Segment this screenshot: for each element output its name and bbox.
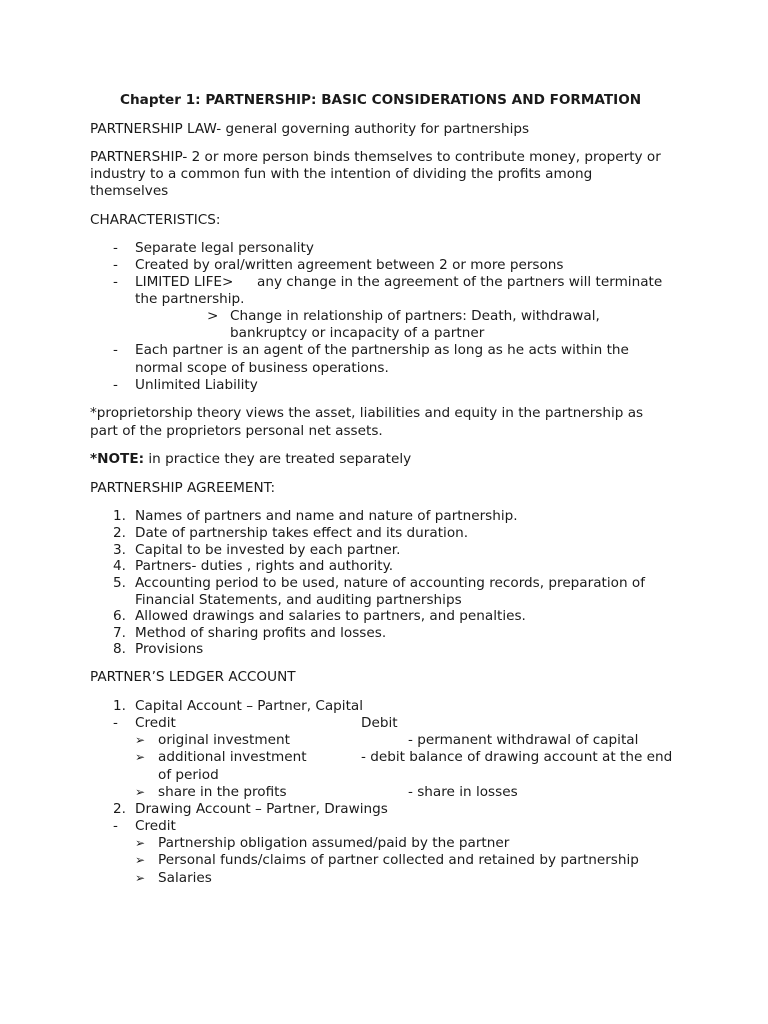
arrow-bullet-icon: ➢ xyxy=(135,785,146,799)
credit-item: original investment xyxy=(158,732,290,748)
partnership-def-line-1: PARTNERSHIP- 2 or more person binds themselves to contribute money, property or xyxy=(90,149,661,165)
bullet-dash: - xyxy=(113,274,118,290)
greater-than-icon: > xyxy=(207,308,219,324)
list-number: 1. xyxy=(113,698,126,714)
characteristics-heading: CHARACTERISTICS: xyxy=(90,212,221,228)
chapter-title: Chapter 1: PARTNERSHIP: BASIC CONSIDERATIONS AND FORMATION xyxy=(120,92,642,108)
credit-item: share in the profits xyxy=(158,784,287,800)
bullet-dash: - xyxy=(113,257,118,273)
characteristic-item: Each partner is an agent of the partnership as long as he acts within the xyxy=(135,342,629,358)
note-label: *NOTE: xyxy=(90,451,145,467)
partnership-law: PARTNERSHIP LAW- general governing authority for partnerships xyxy=(90,121,530,137)
list-number: 2. xyxy=(113,525,126,541)
limited-life-sub-2: bankruptcy or incapacity of a partner xyxy=(230,325,485,341)
proprietorship-line-2: part of the proprietors personal net assets. xyxy=(90,423,383,439)
agreement-item: Date of partnership takes effect and its duration. xyxy=(135,525,469,541)
list-number: 6. xyxy=(113,608,126,624)
debit-item-cont: of period xyxy=(158,767,219,783)
credit-label: Credit xyxy=(135,715,176,731)
characteristic-item: Created by oral/written agreement between 2 or more persons xyxy=(135,257,564,273)
agreement-item: Accounting period to be used, nature of accounting records, preparation of xyxy=(135,575,646,591)
agreement-item: Provisions xyxy=(135,641,204,657)
debit-item: - permanent withdrawal of capital xyxy=(408,732,639,748)
agreement-item: Names of partners and name and nature of partnership. xyxy=(135,508,518,524)
credit-item: additional investment xyxy=(158,749,307,765)
partnership-def-line-2: industry to a common fun with the intention of dividing the profits among xyxy=(90,166,593,182)
drawing-credit-item: Personal funds/claims of partner collected and retained by partnership xyxy=(158,852,639,868)
limited-life-text-cont: the partnership. xyxy=(135,291,245,307)
debit-label: Debit xyxy=(361,715,398,731)
agreement-item-cont: Financial Statements, and auditing partnerships xyxy=(135,592,462,608)
debit-item: - share in losses xyxy=(408,784,518,800)
agreement-item: Allowed drawings and salaries to partners, and penalties. xyxy=(135,608,526,624)
credit-label: Credit xyxy=(135,818,176,834)
list-number: 2. xyxy=(113,801,126,817)
bullet-dash: - xyxy=(113,240,118,256)
debit-item: - debit balance of drawing account at the end xyxy=(361,749,673,765)
drawing-credit-item: Partnership obligation assumed/paid by the partner xyxy=(158,835,510,851)
limited-life-label: LIMITED LIFE> xyxy=(135,274,234,290)
list-number: 3. xyxy=(113,542,126,558)
characteristic-item: Unlimited Liability xyxy=(135,377,258,393)
agreement-item: Partners- duties , rights and authority. xyxy=(135,558,394,574)
arrow-bullet-icon: ➢ xyxy=(135,836,146,850)
limited-life-sub-1: Change in relationship of partners: Death, withdrawal, xyxy=(230,308,600,324)
list-number: 7. xyxy=(113,625,126,641)
note xyxy=(90,451,411,468)
capital-account: Capital Account – Partner, Capital xyxy=(135,698,364,714)
agreement-item: Capital to be invested by each partner. xyxy=(135,542,401,558)
list-number: 8. xyxy=(113,641,126,657)
proprietorship-line-1: *proprietorship theory views the asset, liabilities and equity in the partnership as xyxy=(90,405,644,421)
bullet-dash: - xyxy=(113,715,118,731)
drawing-credit-item: Salaries xyxy=(158,870,212,886)
characteristic-item-cont: normal scope of business operations. xyxy=(135,360,389,376)
arrow-bullet-icon: ➢ xyxy=(135,871,146,885)
arrow-bullet-icon: ➢ xyxy=(135,853,146,867)
note-text: in practice they are treated separately xyxy=(144,451,412,467)
bullet-dash: - xyxy=(113,342,118,358)
limited-life-text: any change in the agreement of the partners will terminate xyxy=(257,274,663,290)
partnership-def-line-3: themselves xyxy=(90,183,169,199)
agreement-item: Method of sharing profits and losses. xyxy=(135,625,387,641)
characteristic-item: Separate legal personality xyxy=(135,240,314,256)
arrow-bullet-icon: ➢ xyxy=(135,733,146,747)
bullet-dash: - xyxy=(113,377,118,393)
drawing-account: Drawing Account – Partner, Drawings xyxy=(135,801,388,817)
agreement-heading: PARTNERSHIP AGREEMENT: xyxy=(90,480,276,496)
list-number: 5. xyxy=(113,575,126,591)
bullet-dash: - xyxy=(113,818,118,834)
arrow-bullet-icon: ➢ xyxy=(135,750,146,764)
list-number: 1. xyxy=(113,508,126,524)
ledger-heading: PARTNER’S LEDGER ACCOUNT xyxy=(90,669,296,685)
list-number: 4. xyxy=(113,558,126,574)
